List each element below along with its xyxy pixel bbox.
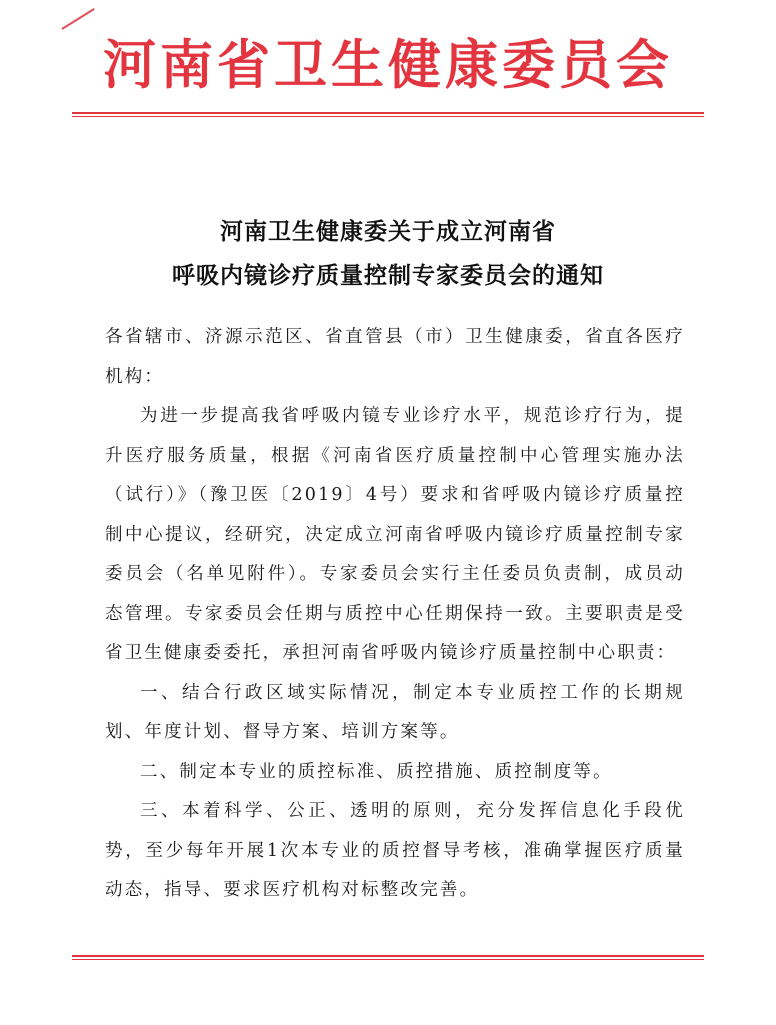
document-title-line-1: 河南卫生健康委关于成立河南省: [220, 218, 556, 245]
duty-item-1: 一、结合行政区域实际情况，制定本专业质控工作的长期规划、年度计划、督导方案、培训方案等。: [105, 682, 685, 742]
letterhead-org-name: 河南省卫生健康委员会: [103, 34, 673, 96]
document-body: [105, 318, 685, 911]
paragraph-intro: 为进一步提高我省呼吸内镜专业诊疗水平，规范诊疗行为，提升医疗服务质量，根据《河南省医疗质量控制中心管理实施办法（试行）》（豫卫医〔2019〕4号）要求和省呼吸内镜诊疗质量控制中心提议，经研究，决定成立河南省呼吸内镜诊疗质量控制专家委员会（名单见附件）。专家委员会实行主任委员负责制，成员动态管理。专家委员会任期与质控中心任期保持一致。主要职责是受省卫生健康委委托，承担河南省呼吸内镜诊疗质量控制中心职责：: [105, 406, 685, 663]
duty-item-3: 三、本着科学、公正、透明的原则，充分发挥信息化手段优势，至少每年开展1次本专业的质控督导考核，准确掌握医疗质量动态，指导、要求医疗机构对标整改完善。: [105, 801, 685, 900]
duty-item-2: 二、制定本专业的质控标准、质控措施、质控制度等。: [140, 761, 613, 782]
handwritten-mark: [61, 8, 94, 30]
salutation: 各省辖市、济源示范区、省直管县（市）卫生健康委，省直各医疗机构：: [105, 327, 685, 387]
footer-divider: [72, 955, 704, 960]
letterhead-divider: [72, 112, 704, 117]
document-title-line-2: 呼吸内镜诊疗质量控制专家委员会的通知: [172, 262, 604, 289]
